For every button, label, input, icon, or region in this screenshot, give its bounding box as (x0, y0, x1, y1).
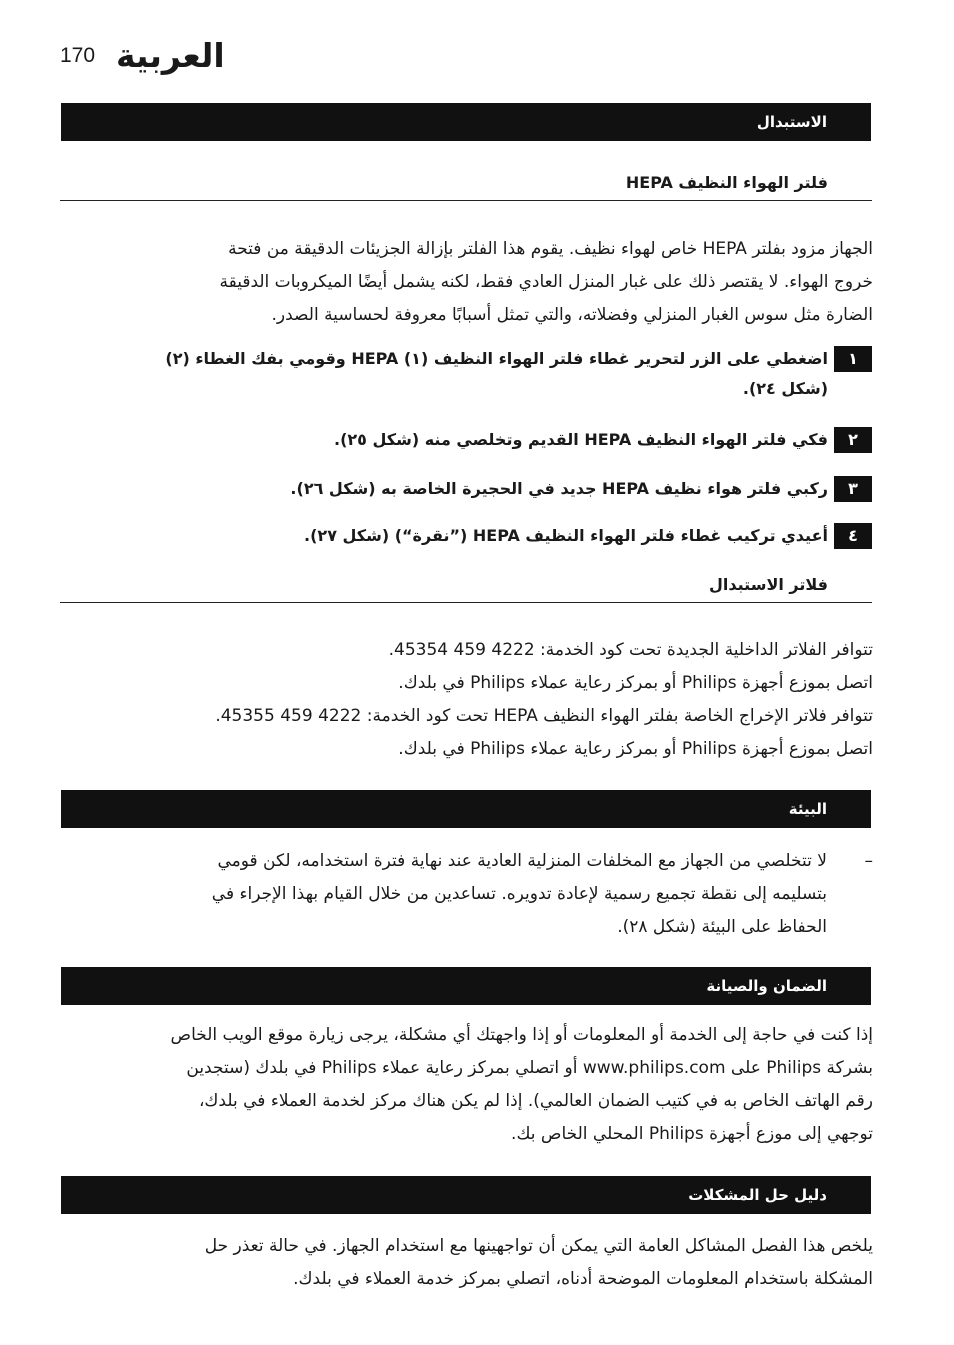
paragraph-line: تتوافر فلاتر الإخراج الخاصة بفلتر الهواء النظيف HEPA تحت كود الخدمة: 4222 459 45355. (215, 706, 873, 726)
language-title: العربية (116, 36, 225, 75)
paragraph-line: يلخص هذا الفصل المشاكل العامة التي يمكن أن تواجهينها مع استخدام الجهاز. في حالة تعذر حل (204, 1236, 873, 1256)
paragraph-line: تتوافر الفلاتر الداخلية الجديدة تحت كود الخدمة: 4222 459 45354. (388, 640, 873, 660)
step-1 (100, 344, 872, 408)
warranty-paragraph (62, 1019, 873, 1151)
paragraph-line: بشركة Philips على www.philips.com أو اتصلي بمركز رعاية عملاء Philips في بلدك (ستجدين (186, 1058, 873, 1078)
step-number-badge: ١ (834, 346, 872, 372)
paragraph-line: لا تتخلصي من الجهاز مع المخلفات المنزلية العادية عند نهاية فترة استخدامه، لكن قومي (217, 851, 827, 871)
paragraph-line: خروج الهواء. لا يقتصر ذلك على غبار المنزل العادي فقط، لكنه يشمل أيضًا الميكروبات الدقيقة (219, 272, 873, 292)
environment-list-item (100, 845, 873, 945)
paragraph-line: بتسليمه إلى نقطة تجميع رسمية لإعادة تدويره. تساعدين من خلال القيام بهذا الإجراء في (211, 884, 827, 904)
step-text: فكي فلتر الهواء النظيف HEPA القديم وتخلصي منه (شكل ٢٥). (334, 430, 828, 449)
section-bar-warranty: الضمان والصيانة (61, 967, 871, 1005)
step-number-badge: ٣ (834, 476, 872, 502)
paragraph-line: اتصل بموزع أجهزة Philips أو بمركز رعاية عملاء Philips في بلدك. (398, 739, 873, 759)
subhead-hepa-filter: فلتر الهواء النظيف HEPA (60, 173, 872, 201)
page-number: 170 (60, 44, 96, 67)
step-number-badge: ٢ (834, 427, 872, 453)
paragraph-line: إذا كنت في حاجة إلى الخدمة أو المعلومات أو إذا واجهتك أي مشكلة، يرجى زيارة موقع الويب الخاص (170, 1025, 873, 1045)
troubleshooting-paragraph (86, 1230, 873, 1296)
environment-text (105, 845, 827, 944)
step-text-line: اضغطي على الزر لتحرير غطاء فلتر الهواء النظيف (١) HEPA وقومي بفك الغطاء (٢) (165, 349, 828, 368)
section-bar-replacement: الاستبدال (61, 103, 871, 141)
section-bar-troubleshooting: دليل حل المشكلات (61, 1176, 871, 1214)
filters-paragraph (80, 634, 873, 766)
paragraph-line: اتصل بموزع أجهزة Philips أو بمركز رعاية عملاء Philips في بلدك. (398, 673, 873, 693)
step-text-line: (شكل ٢٤). (742, 379, 828, 398)
step-text (165, 344, 828, 404)
dash-bullet: – (864, 851, 873, 871)
step-2 (100, 425, 872, 455)
paragraph-line: الجهاز مزود بفلتر HEPA خاص لهواء نظيف. يقوم هذا الفلتر بإزالة الجزيئات الدقيقة من فتحة (228, 239, 873, 259)
step-4 (100, 521, 872, 551)
paragraph-line: الحفاظ على البيئة (شكل ٢٨). (617, 917, 827, 937)
section-bar-environment: البيئة (61, 790, 871, 828)
step-number-badge: ٤ (834, 523, 872, 549)
paragraph-line: توجهي إلى موزع أجهزة Philips المحلي الخاص بك. (511, 1124, 873, 1144)
paragraph-line: رقم الهاتف الخاص به في كتيب الضمان العالمي). إذا لم يكن هناك مركز لخدمة العملاء في بلدك، (198, 1091, 873, 1111)
subhead-replacement-filters: فلاتر الاستبدال (60, 575, 872, 603)
step-3 (100, 474, 872, 504)
step-text: أعيدي تركيب غطاء فلتر الهواء النظيف HEPA (”نقرة“) (شكل ٢٧). (304, 526, 828, 545)
hepa-intro-paragraph (106, 233, 873, 332)
paragraph-line: المشكلة باستخدام المعلومات الموضحة أدناه، اتصلي بمركز خدمة العملاء في بلدك. (293, 1269, 873, 1289)
step-text: ركبي فلتر هواء نظيف HEPA جديد في الحجيرة الخاصة به (شكل ٢٦). (290, 479, 828, 498)
paragraph-line: الضارة مثل سوس الغبار المنزلي وفضلاته، والتي تمثل أسبابًا معروفة لحساسية الصدر. (271, 305, 873, 325)
